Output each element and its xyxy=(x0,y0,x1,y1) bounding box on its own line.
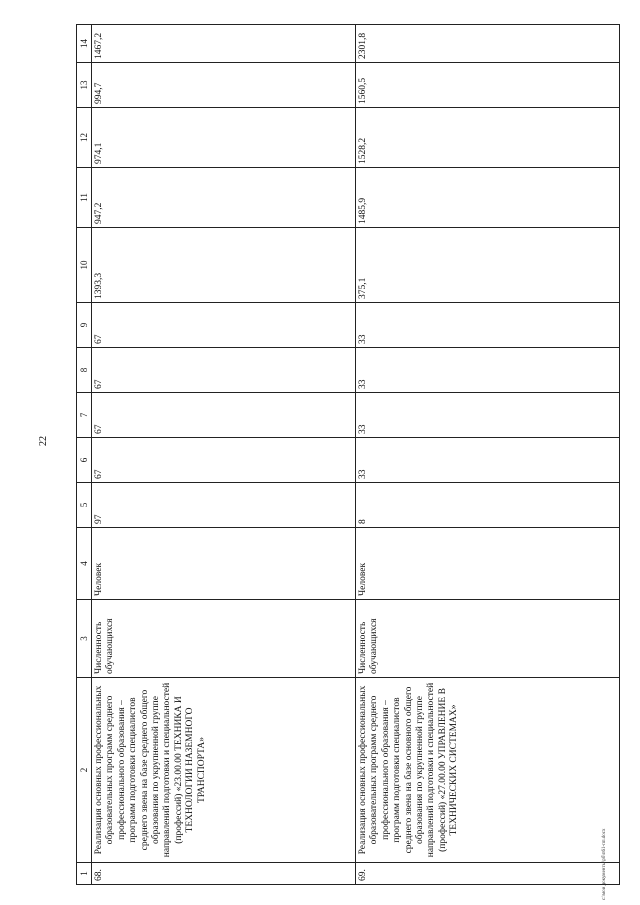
value-cell: 67 xyxy=(92,303,356,348)
column-number: 11 xyxy=(77,168,92,228)
value-cell: 1528,2 xyxy=(356,108,620,168)
value-cell: 97 xyxy=(92,483,356,528)
value-cell: 994,7 xyxy=(92,63,356,108)
column-number: 2 xyxy=(77,678,92,863)
budget-table xyxy=(76,24,620,885)
value-cell: 1393,3 xyxy=(92,228,356,303)
unit-cell: Человек xyxy=(92,528,356,600)
header-row xyxy=(77,25,92,885)
value-cell: 67 xyxy=(92,348,356,393)
value-cell: 67 xyxy=(92,393,356,438)
service-description: Реализация основных профессиональных образовательных программ среднего профессионального образования – программ подготовки специалистов среднего звена на базе основного общего образования по укрупненной группе направлений подготовки и специальностей (профессий) «27.00.00 УПРАВЛЕНИЕ В ТЕХНИЧЕСКИХ СИСТЕМАХ» xyxy=(356,678,620,863)
value-cell: 33 xyxy=(356,348,620,393)
value-cell: 8 xyxy=(356,483,620,528)
column-number: 6 xyxy=(77,438,92,483)
value-cell: 67 xyxy=(92,438,356,483)
rotated-table-container xyxy=(76,25,620,885)
column-number: 12 xyxy=(77,108,92,168)
indicator-name: Численность обучающихся xyxy=(356,600,620,678)
value-cell: 1485,9 xyxy=(356,168,620,228)
column-number: 4 xyxy=(77,528,92,600)
row-number: 68. xyxy=(92,863,356,885)
column-number: 14 xyxy=(77,25,92,63)
value-cell: 947,2 xyxy=(92,168,356,228)
value-cell: 33 xyxy=(356,393,620,438)
page-number: 22 xyxy=(38,436,49,446)
value-cell: 974,1 xyxy=(92,108,356,168)
column-number: 13 xyxy=(77,63,92,108)
column-number: 10 xyxy=(77,228,92,303)
value-cell: 1560,5 xyxy=(356,63,620,108)
column-number: 3 xyxy=(77,600,92,678)
column-number: 7 xyxy=(77,393,92,438)
table-row xyxy=(356,25,620,885)
service-description: Реализация основных профессиональных образовательных программ среднего профессионального образования – программ подготовки специалистов среднего звена на базе среднего общего образования по укрупненной группе направлений подготовки и специальностей (профессий) «23.00.00 ТЕХНИКА И ТЕХНОЛОГИИ НАЗЕМНОГО ТРАНСПОРТА» xyxy=(92,678,356,863)
column-number: 9 xyxy=(77,303,92,348)
value-cell: 1467,2 xyxy=(92,25,356,63)
column-number: 8 xyxy=(77,348,92,393)
row-number: 69. xyxy=(356,863,620,885)
table-row xyxy=(92,25,356,885)
unit-cell: Человек xyxy=(356,528,620,600)
value-cell: 33 xyxy=(356,303,620,348)
indicator-name: Численность обучающихся xyxy=(92,600,356,678)
column-number: 1 xyxy=(77,863,92,885)
value-cell: 2301,8 xyxy=(356,25,620,63)
value-cell: 33 xyxy=(356,438,620,483)
column-number: 5 xyxy=(77,483,92,528)
footer-file-path: с:\мои документы\рб\п61-пп.docx xyxy=(602,828,607,900)
value-cell: 375,1 xyxy=(356,228,620,303)
